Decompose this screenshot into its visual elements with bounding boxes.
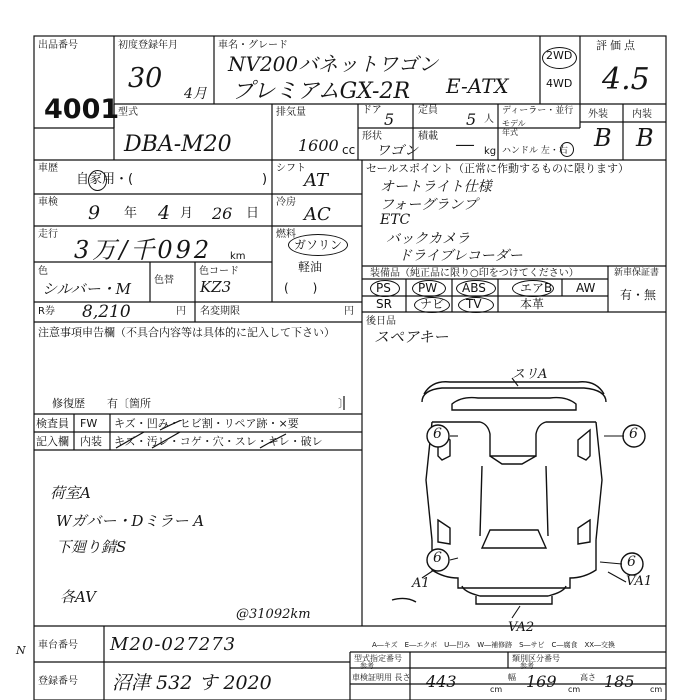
new-warranty-value: 有・無 [620,288,657,302]
dealer-label: ディーラー・並行 [502,106,574,116]
reg-label: 登録番号 [38,676,78,687]
first-reg-label: 初度登録年月 [118,40,178,51]
score-label: 評価点 [596,39,638,52]
month-unit: 月 [180,206,194,221]
class-label: 類別区分番号 [512,654,560,663]
height-label: 高さ [580,673,596,682]
history-close: ) [262,172,268,187]
fuel-circle [288,234,348,256]
ac-label: 冷房 [276,197,296,208]
equip-navi: ナビ [420,297,445,311]
equip-tv-circle [458,297,494,313]
width-value: 169 [526,672,557,691]
inspect-label: 検査員 [36,417,69,430]
lot-label: 出品番号 [38,40,78,51]
fw-label: FW [80,417,98,430]
cc-unit: cc [342,143,356,157]
displacement-value: 1600 [298,136,339,155]
history-value: 自家用・( [76,172,134,187]
inspection-label: 車検 [38,197,58,208]
color-label: 色 [38,266,48,277]
lot-number: 4001 [44,94,120,125]
tire-value-rear-right: 6 [627,554,636,570]
inspection-month: 4 [158,202,171,224]
color-code-value: KZ3 [200,278,232,296]
inspection-day: 26 [212,204,233,223]
shift-value: AT [304,170,329,191]
score-value: 4.5 [602,62,650,97]
first-reg-year: 30 [128,63,163,94]
model-label: 型式 [118,107,138,118]
inspection-year: 9 [88,202,101,224]
remark-2: Wガバー・Dミラー A [56,512,205,530]
height-cm: cm [650,685,663,694]
car-diagram [362,360,666,626]
color-value: シルバー・M [42,280,131,298]
remark-5: @31092km [236,607,311,622]
interior-label: 内装 [632,109,652,120]
capacity-value: 5 [466,110,477,129]
history-label: 車歴 [38,163,58,174]
selling-point-1: オートライト仕様 [380,179,492,195]
entry-label: 記入欄 [36,435,69,448]
history-circle [88,170,107,191]
handle-label: ハンドル 左・右 [502,146,568,156]
width-cm: cm [568,685,581,694]
displacement-label: 排気量 [276,107,306,118]
equip-abs-circle [456,280,496,297]
fuel-diesel: 軽油 [298,260,323,274]
car-name-label: 車名・グレード [218,40,288,51]
recycle-yen: 円 [176,306,186,317]
equip-abs: ABS [462,281,486,295]
chassis-value: M20-027273 [110,634,237,655]
tire-value-rear-left: 6 [433,550,442,566]
color-code-label: 色コード [199,266,239,277]
fuel-gas: ガソリン [294,238,343,252]
equip-tv: TV [466,297,482,311]
equip-airbag-circle [512,280,554,297]
equip-navi-circle [414,297,450,313]
equip-ps: PS [376,281,391,295]
doors-label: ドア [362,105,382,116]
name-change-yen: 円 [344,306,354,317]
repair-close: 〕 [338,397,349,410]
legend-row-2: キズ・汚レ・コゲ・穴・スレ・キレ・破レ [114,435,323,448]
interior-grade: B [636,124,654,152]
rear-value: スペアキー [374,328,449,346]
kg-unit: kg [484,146,497,157]
repaint-label: 色替 [154,275,174,286]
mileage-value: 3万/千092 [74,236,213,264]
drive-4wd: 4WD [546,77,573,90]
equip-aw: AW [576,281,596,295]
name-change-label: 名変期限 [200,306,240,317]
equip-pw-circle [412,280,446,297]
class-note: 参考 [520,662,534,670]
selling-point-2: フォーグランプ [380,197,478,213]
equipment-label: 装備品（純正品に限り○印をつけてください） [370,268,579,279]
mark-rear-left: A1 [412,576,430,591]
remark-3: 下廻り錆S [56,538,127,556]
legend-strikes [110,417,310,450]
equip-ps-circle [370,280,400,297]
type-cert-label: 型式指定番号 [354,654,402,663]
mark-rear-right: VA1 [626,574,653,589]
shift-label: シフト [276,163,306,174]
chassis-label: 車台番号 [38,640,78,651]
capacity-label: 定員 [418,105,438,116]
exterior-grade: B [594,124,612,152]
mark-rear: VA2 [508,620,535,635]
new-warranty-label: 新車保証書 [614,268,660,278]
tire-value-front-right: 6 [629,426,638,442]
person-unit: 人 [484,114,494,125]
car-name: NV200バネットワゴン [228,52,439,76]
equip-pw: PW [418,281,438,295]
equip-leather: 本革 [520,297,545,311]
length-value: 443 [426,672,457,691]
selling-points-label: セールスポイント（正常に作動するものに限ります） [366,162,630,175]
model-year-label: モデル年式 [502,119,526,137]
year-unit: 年 [124,206,138,221]
transmission: E-ATX [446,74,509,98]
selling-point-4: バックカメラ [386,231,470,247]
exterior-label: 外装 [588,109,608,120]
selling-point-3: ETC [380,212,411,228]
height-value: 185 [604,672,635,691]
type-cert-note: 参考 [360,662,374,670]
length-cm: cm [490,685,503,694]
equip-airbag: エアB [520,281,553,295]
width-label: 幅 [508,673,516,682]
km-unit: km [230,251,246,262]
caution-label: 注意事項申告欄（不具合内容等は具体的に記入して下さい） [38,326,335,339]
interior-row-label: 内装 [80,435,102,448]
first-reg-month: 4月 [184,86,207,102]
car-grade: プレミアムGX-2R [232,79,411,104]
drive-2wd: 2WD [546,49,573,62]
fuel-label: 燃料 [276,229,296,240]
recycle-label: R券 [38,306,55,317]
mileage-label: 走行 [38,229,58,240]
model-value: DBA-M20 [124,132,232,157]
damage-legend: A―キズ E―エクボ U―凹み W―補修跡 S―サビ C―腐食 XX―交換 [372,641,616,649]
margin-mark: N [16,644,26,657]
cargo-value: ― [456,134,474,155]
doors-value: 5 [384,110,395,129]
shape-value: ワゴン [376,143,418,159]
day-unit: 日 [246,206,260,221]
cert-length-label: 車検証明用 長さ [352,673,411,682]
shape-label: 形状 [362,131,382,142]
legend-row-1: キズ・凹み・ヒビ割・リペア跡・×要 [114,417,299,430]
ac-value: AC [304,204,331,225]
recycle-amount: 8,210 [82,302,131,322]
mark-bumper: スリA [512,367,548,382]
remark-1: 荷室A [50,484,91,502]
cargo-label: 積載 [418,131,438,142]
fuel-other: ( ) [284,281,318,295]
remark-4: 各AV [60,588,96,606]
equip-sr: SR [376,297,392,311]
selling-point-5: ドライブレコーダー [398,248,523,264]
tire-value-front-left: 6 [433,426,442,442]
handle-circle [560,142,574,157]
rear-label: 後日品 [366,316,396,327]
reg-value: 沼津 532 す 2020 [112,672,272,694]
repair-label: 修復歴 有〔箇所 [52,397,151,410]
